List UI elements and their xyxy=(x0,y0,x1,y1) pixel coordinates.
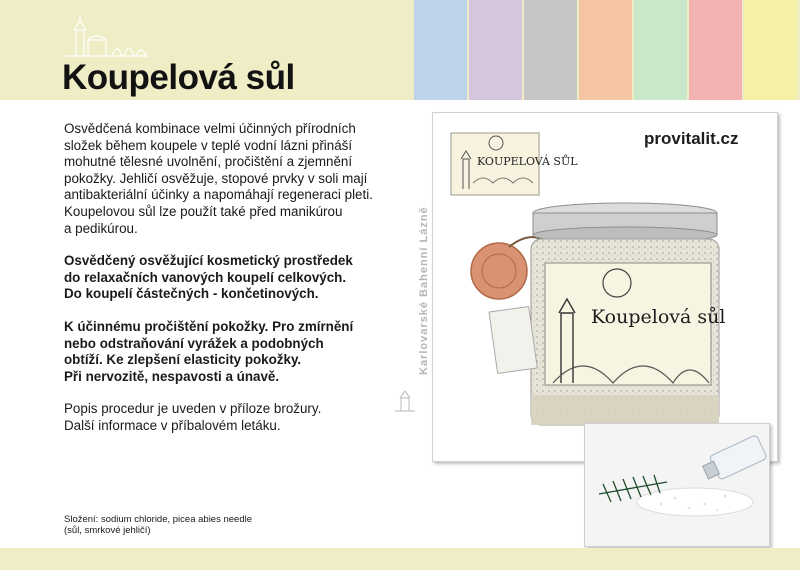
hang-tag xyxy=(451,133,578,195)
jar-label-text: Koupelová sůl xyxy=(591,306,726,328)
swatch-yellow xyxy=(744,0,797,100)
swatch-pink xyxy=(689,0,742,100)
spruce-sprig-salt-illustration xyxy=(585,424,769,546)
spa-tower-logo-icon xyxy=(62,10,152,58)
description xyxy=(64,121,394,451)
svg-text:KOUPELOVÁ SŮL: KOUPELOVÁ SŮL xyxy=(477,155,578,168)
composition-note: Složení: sodium chloride, picea abies needle (sůl, smrkové jehličí) xyxy=(64,514,253,536)
booklet xyxy=(489,307,537,374)
jar-lid xyxy=(533,203,717,243)
tower-watermark-icon xyxy=(393,388,417,412)
description-intro: Osvědčená kombinace velmi účinných přírodních složek během koupele v teplé vodní lázni přináší mohutné tělesné uvolnění, pročištění a zjemnění pokožky. Jehličí osvěžuje, stopové prvky v soli mají antibakteriální účinky a napomáhají regeneraci pleti. Koupelovou sůl lze použít také před manikúrou a pedikúrou. xyxy=(64,121,373,236)
vertical-brand-text: Karlovarské Bahenní Lázně xyxy=(418,206,430,375)
jar-body xyxy=(531,239,725,425)
swatch-green xyxy=(634,0,687,100)
description-notes: Popis procedur je uveden v příloze brožury. Další informace v příbalovém letáku. xyxy=(64,401,322,433)
color-swatches xyxy=(414,0,799,100)
salt-jar-illustration xyxy=(433,113,777,461)
swatch-lavender xyxy=(469,0,522,100)
swatch-orange xyxy=(579,0,632,100)
clay-medallion xyxy=(471,243,527,299)
page-title: Koupelová sůl xyxy=(62,58,295,97)
brand-url: provitalit.cz xyxy=(644,129,739,148)
swatch-blue xyxy=(414,0,467,100)
product-photo xyxy=(432,112,778,462)
description-usage: Osvědčený osvěžující kosmetický prostředek do relaxačních vanových koupelí celkových. Do koupelí částečných - končetinových. xyxy=(64,253,353,302)
salt-spill-photo xyxy=(584,423,770,547)
swatch-grey xyxy=(524,0,577,100)
description-benefits: K účinnému pročištění pokožky. Pro zmírnění nebo odstraňování vyrážek a podobných obtíží. Ke zlepšení elasticity pokožky. Při nervozitě, nespavosti a únavě. xyxy=(64,318,354,384)
bottle-icon xyxy=(700,435,767,485)
bottom-band xyxy=(0,548,800,570)
